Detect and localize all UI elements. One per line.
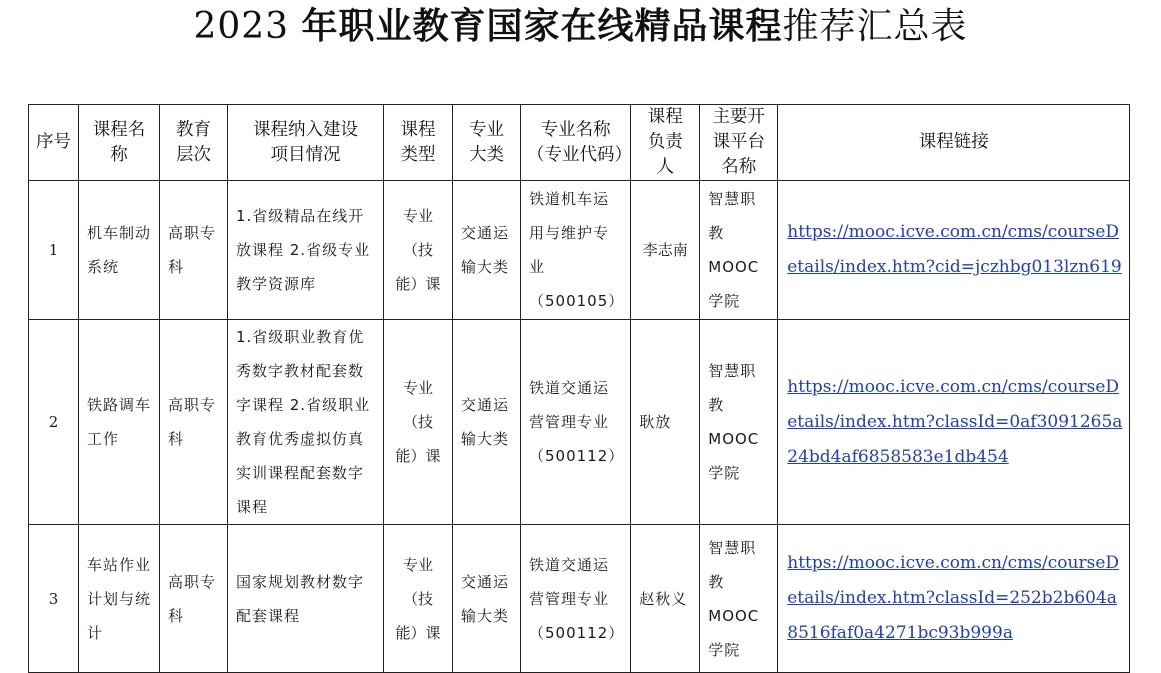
course-link[interactable]: https://mooc.icve.com.cn/cms/courseDetails/index.htm?cid=jczhbg013lzn619 xyxy=(787,222,1122,277)
cell-leader: 李志南 xyxy=(631,181,700,320)
cell-major-name: 铁道交通运营管理专业（500112） xyxy=(521,320,631,525)
header-platform: 主要开课平台名称 xyxy=(700,105,778,181)
title-bold-part: 年职业教育国家在线精品课程 xyxy=(301,6,783,47)
header-course-type: 课程类型 xyxy=(384,105,453,181)
header-leader: 课程负责人 xyxy=(631,105,700,181)
cell-leader: 赵秋义 xyxy=(631,525,700,673)
cell-course-name: 铁路调车工作 xyxy=(79,320,160,525)
course-link[interactable]: https://mooc.icve.com.cn/cms/courseDetails/index.htm?classId=252b2b604a8516faf0a4271bc93b999a xyxy=(787,553,1120,643)
cell-platform: 智慧职教MOOC学院 xyxy=(700,320,778,525)
header-major-category: 专业大类 xyxy=(453,105,521,181)
cell-link xyxy=(778,525,1130,673)
cell-major-category: 交通运输大类 xyxy=(453,320,521,525)
cell-course-type: 专业（技能）课 xyxy=(384,320,453,525)
cell-course-type: 专业（技能）课 xyxy=(384,181,453,320)
cell-index: 1 xyxy=(29,181,79,320)
cell-course-name: 车站作业计划与统计 xyxy=(79,525,160,673)
cell-projects: 1.省级精品在线开放课程 2.省级专业教学资源库 xyxy=(228,181,384,320)
cell-level: 高职专科 xyxy=(160,320,228,525)
title-year: 2023 xyxy=(193,6,290,47)
cell-link xyxy=(778,320,1130,525)
header-course-name: 课程名称 xyxy=(79,105,160,181)
header-major-name: 专业名称（专业代码） xyxy=(521,105,631,181)
header-projects: 课程纳入建设项目情况 xyxy=(228,105,384,181)
header-index: 序号 xyxy=(29,105,79,181)
table-header-row xyxy=(29,105,1130,181)
course-link[interactable]: https://mooc.icve.com.cn/cms/courseDetails/index.htm?classId=0af3091265a24bd4af6858583e1db454 xyxy=(787,376,1123,467)
header-link: 课程链接 xyxy=(778,105,1130,181)
cell-major-name: 铁道交通运营管理专业（500112） xyxy=(521,525,631,673)
cell-leader: 耿放 xyxy=(631,320,700,525)
table-row xyxy=(29,320,1130,525)
cell-index: 2 xyxy=(29,320,79,525)
cell-level: 高职专科 xyxy=(160,181,228,320)
cell-level: 高职专科 xyxy=(160,525,228,673)
table-row xyxy=(29,525,1130,673)
course-table xyxy=(28,104,1130,673)
table-row xyxy=(29,181,1130,320)
cell-projects: 1.省级职业教育优秀数字教材配套数字课程 2.省级职业教育优秀虚拟仿真实训课程配套数字课程 xyxy=(228,320,384,525)
page-title xyxy=(0,2,1161,52)
title-normal-part: 推荐汇总表 xyxy=(782,6,968,47)
cell-course-type: 专业（技能）课 xyxy=(384,525,453,673)
cell-platform: 智慧职教MOOC学院 xyxy=(700,525,778,673)
cell-major-category: 交通运输大类 xyxy=(453,181,521,320)
cell-link xyxy=(778,181,1130,320)
header-level: 教育层次 xyxy=(160,105,228,181)
cell-major-name: 铁道机车运用与维护专业（500105） xyxy=(521,181,631,320)
cell-course-name: 机车制动系统 xyxy=(79,181,160,320)
cell-major-category: 交通运输大类 xyxy=(453,525,521,673)
cell-index: 3 xyxy=(29,525,79,673)
cell-projects: 国家规划教材数字配套课程 xyxy=(228,525,384,673)
cell-platform: 智慧职教MOOC学院 xyxy=(700,181,778,320)
